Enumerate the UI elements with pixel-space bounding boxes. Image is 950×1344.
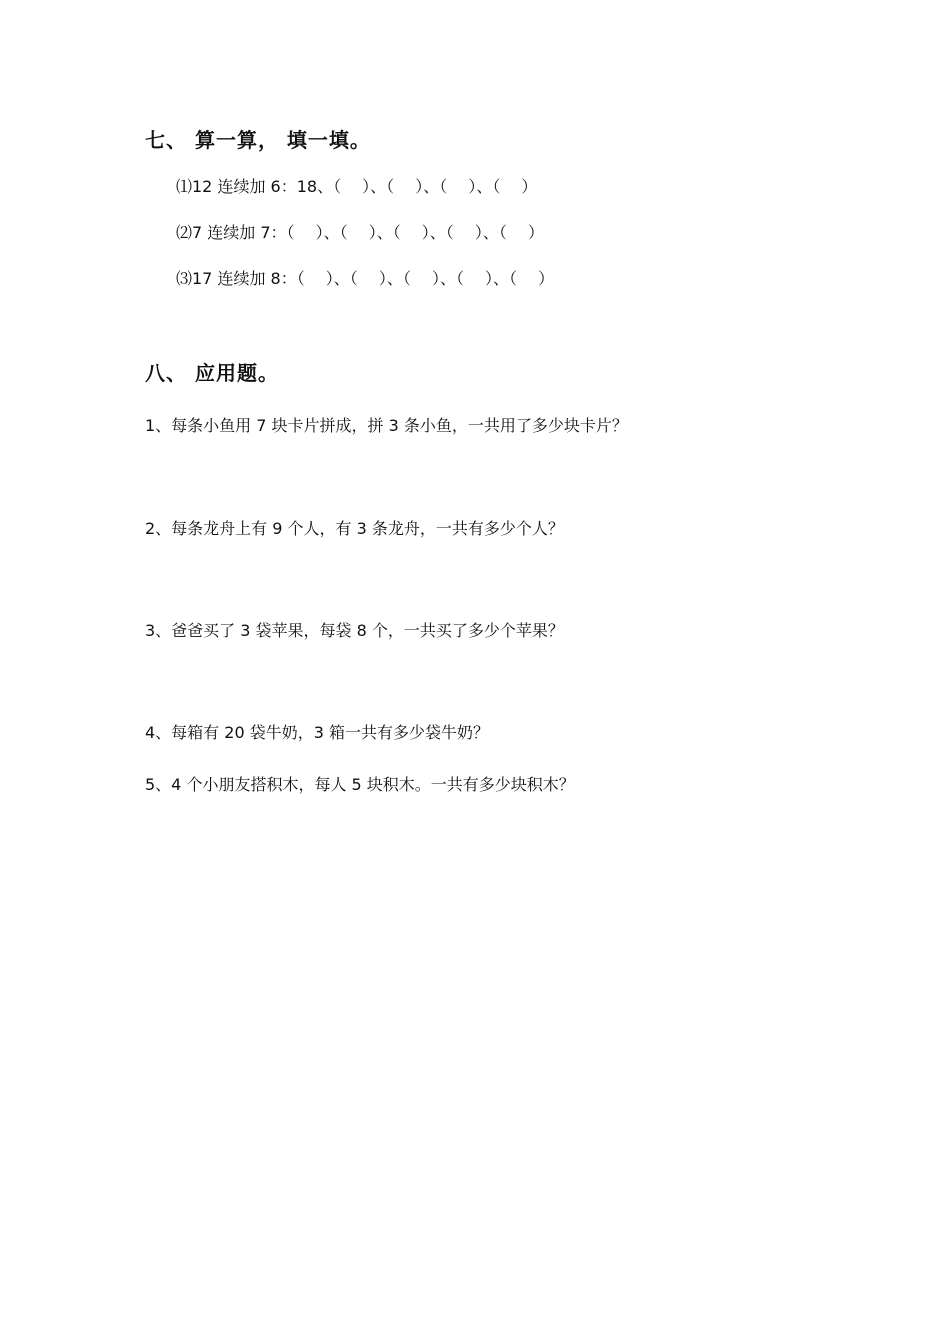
word-problem-3: 3、爸爸买了 3 袋苹果，每袋 8 个，一共买了多少个苹果？ <box>145 621 564 640</box>
word-problem-4: 4、每箱有 20 袋牛奶，3 箱一共有多少袋牛奶？ <box>145 723 489 742</box>
fill-item-1: ⑴12 连续加 6：18、（ ）、（ ）、（ ）、（ ） <box>176 177 538 196</box>
word-problem-2: 2、每条龙舟上有 9 个人，有 3 条龙舟，一共有多少个人？ <box>145 519 564 538</box>
fill-item-3: ⑶17 连续加 8：（ ）、（ ）、（ ）、（ ）、（ ） <box>176 269 555 288</box>
section-seven-title: 七、 算一算， 填一填。 <box>145 128 371 152</box>
word-problem-5: 5、4 个小朋友搭积木，每人 5 块积木。一共有多少块积木？ <box>145 775 575 794</box>
word-problem-1: 1、每条小鱼用 7 块卡片拼成，拼 3 条小鱼，一共用了多少块卡片？ <box>145 416 628 435</box>
section-eight-title: 八、 应用题。 <box>145 361 279 385</box>
fill-item-2: ⑵7 连续加 7：（ ）、（ ）、（ ）、（ ）、（ ） <box>176 223 544 242</box>
